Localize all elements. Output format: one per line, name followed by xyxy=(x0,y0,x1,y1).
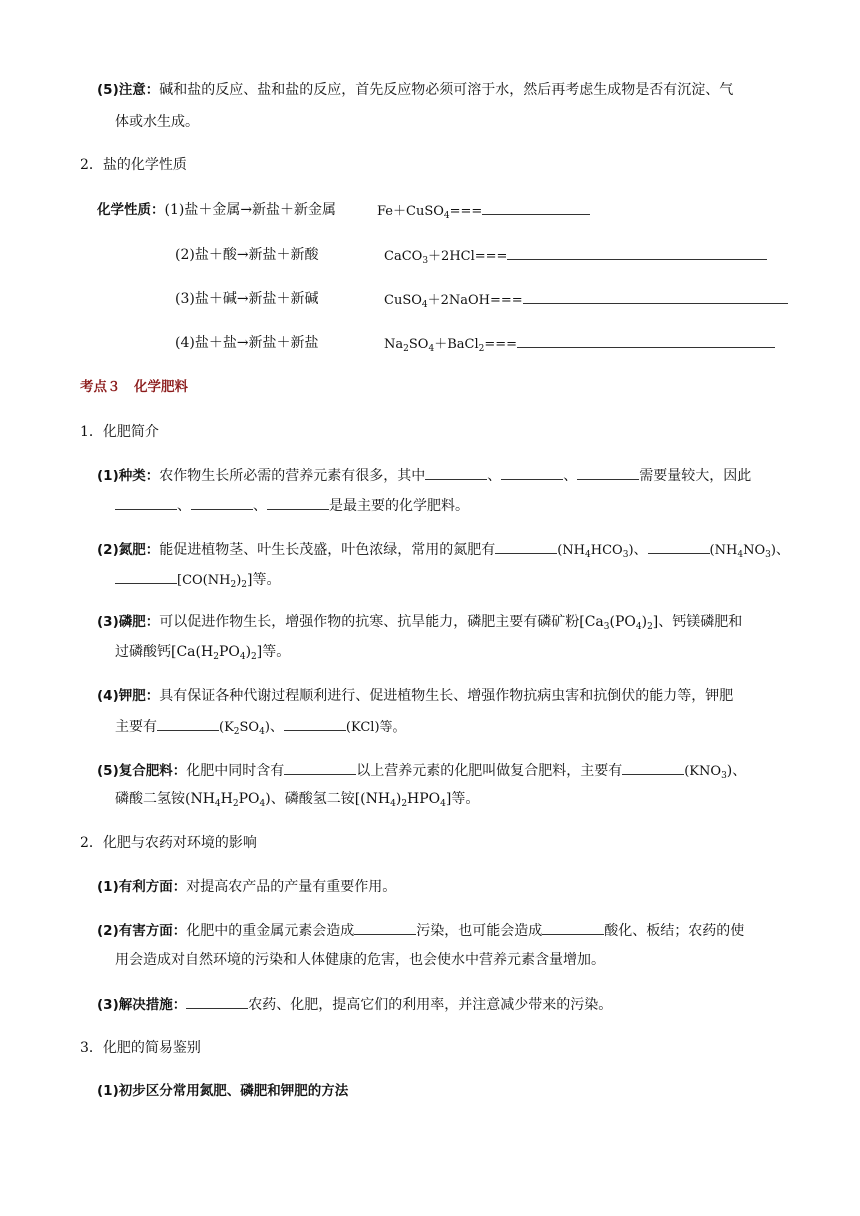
chem-label: 化学性质： xyxy=(97,202,165,218)
chem-equation-3: CuSO$_4$＋2NaOH=== xyxy=(384,289,788,311)
solution-line: (3)解决措施： 农药、化肥，提高它们的利用率，并注意减少带来的污染。 xyxy=(97,994,612,1015)
section-heading-environment: 2．化肥与农药对环境的影响 xyxy=(80,835,257,851)
compound-label: (5)复合肥料： xyxy=(97,763,187,779)
phosphate-label: (3)磷肥： xyxy=(97,614,160,630)
solution-label: (3)解决措施： xyxy=(97,997,187,1013)
answer-blank[interactable] xyxy=(284,760,356,775)
harm-label: (2)有害方面： xyxy=(97,923,187,939)
answer-blank[interactable] xyxy=(542,920,604,935)
chem-desc-4: (4)盐＋盐→新盐＋新盐 xyxy=(175,335,319,351)
answer-blank[interactable] xyxy=(523,289,788,304)
chem-desc-1: (1)盐＋金属→新盐＋新金属 xyxy=(164,202,337,218)
answer-blank[interactable] xyxy=(186,994,248,1009)
chem-equation-4: $Na_2SO_4+BaCl_2===$ xyxy=(384,333,775,355)
answer-blank[interactable] xyxy=(115,569,177,584)
compound-line-2: 磷酸二氢铵$(NH_4H_2PO_4)$、磷酸氢二铵$[(NH_4)_2HPO_4]$等。 xyxy=(115,791,480,809)
nitrogen-line-1: (2)氮肥：能促进植物茎、叶生长茂盛，叶色浓绿，常用的氮肥有 $(NH_4HCO_3)$、 $(NH_4NO_3)$、 xyxy=(97,539,790,561)
note-text-2: 体或水生成。 xyxy=(115,114,199,130)
section-heading-identify: 3．化肥的简易鉴别 xyxy=(80,1040,201,1056)
section-heading-fertilizer: 1．化肥简介 xyxy=(80,424,159,440)
chem-equation-1: Fe＋CuSO$_4$=== xyxy=(377,200,590,222)
answer-blank[interactable] xyxy=(267,495,329,510)
answer-blank[interactable] xyxy=(648,539,710,554)
types-line-2: 、 、 是最主要的化学肥料。 xyxy=(115,495,469,516)
harm-line-1: (2)有害方面：化肥中的重金属元素会造成 污染，也可能会造成 酸化、板结；农药的使 xyxy=(97,920,744,941)
chem-row-1 xyxy=(97,200,336,220)
answer-blank[interactable] xyxy=(622,760,684,775)
answer-blank[interactable] xyxy=(425,465,487,480)
answer-blank[interactable] xyxy=(191,495,253,510)
chem-desc-2: (2)盐＋酸→新盐＋新酸 xyxy=(175,247,319,263)
answer-blank[interactable] xyxy=(284,716,346,731)
answer-blank[interactable] xyxy=(495,539,557,554)
note-label: (5)注意： xyxy=(97,82,160,98)
types-label: (1)种类： xyxy=(97,468,160,484)
answer-blank[interactable] xyxy=(354,920,416,935)
phosphate-line-1: (3)磷肥：可以促进作物生长，增强作物的抗寒、抗旱能力，磷肥主要有磷矿粉$[Ca_3(PO_4)_2]$、钙镁磷肥和 xyxy=(97,614,743,632)
types-line-1: (1)种类：农作物生长所必需的营养元素有很多，其中 、 、 需要量较大，因此 xyxy=(97,465,751,486)
answer-blank[interactable] xyxy=(115,495,177,510)
harm-line-2: 用会造成对自然环境的污染和人体健康的危害，也会使水中营养元素含量增加。 xyxy=(115,952,605,968)
note-line-2 xyxy=(115,112,199,132)
answer-blank[interactable] xyxy=(482,200,590,215)
chem-desc-3: (3)盐＋碱→新盐＋新碱 xyxy=(175,291,319,307)
phosphate-line-2: 过磷酸钙$[Ca(H_2PO_4)_2]$等。 xyxy=(115,644,291,662)
nitrogen-line-2: $[CO(NH_2)_2]$等。 xyxy=(115,569,280,591)
potash-line-2: 主要有 $(K_2SO_4)$、 (KCl)等。 xyxy=(115,716,406,738)
benefit-label: (1)有利方面： xyxy=(97,879,187,895)
note-text: 碱和盐的反应、盐和盐的反应，首先反应物必须可溶于水，然后再考虑生成物是否有沉淀、气 xyxy=(159,82,734,98)
benefit-line: (1)有利方面：对提高农产品的产量有重要作用。 xyxy=(97,879,397,895)
section-heading-salt: 2．盐的化学性质 xyxy=(80,157,187,173)
answer-blank[interactable] xyxy=(501,465,563,480)
answer-blank[interactable] xyxy=(577,465,639,480)
identify-subheading: (1)初步区分常用氮肥、磷肥和钾肥的方法 xyxy=(97,1083,349,1099)
topic-heading: 考点３ 化学肥料 xyxy=(80,379,188,395)
note-line-1 xyxy=(97,80,733,100)
nitrogen-label: (2)氮肥： xyxy=(97,542,160,558)
potash-line-1: (4)钾肥：具有保证各种代谢过程顺利进行、促进植物生长、增强作物抗病虫害和抗倒伏的能力等，钾肥 xyxy=(97,688,734,704)
potash-label: (4)钾肥： xyxy=(97,688,160,704)
answer-blank[interactable] xyxy=(157,716,219,731)
compound-line-1: (5)复合肥料：化肥中同时含有 以上营养元素的化肥叫做复合肥料，主要有 $(KNO_3)$、 xyxy=(97,760,746,782)
answer-blank[interactable] xyxy=(517,333,775,348)
chem-equation-2: CaCO$_3$＋2HCl=== xyxy=(384,245,767,267)
answer-blank[interactable] xyxy=(507,245,767,260)
